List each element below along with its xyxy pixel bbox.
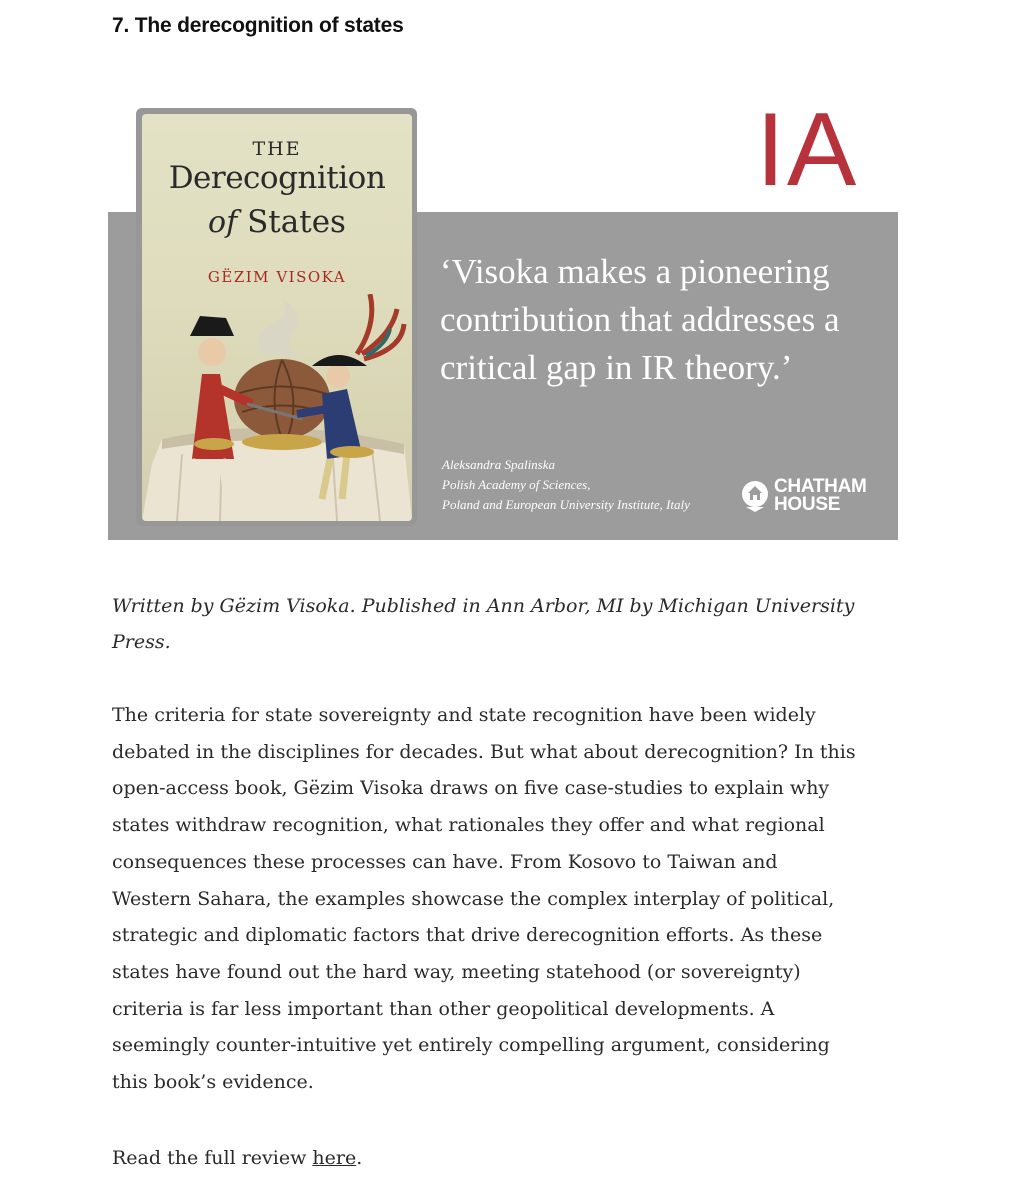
cover-author: GËZIM VISOKA — [207, 268, 347, 286]
body-line: states withdraw recognition, what rationales they offer and what regional — [112, 814, 825, 837]
body-line: open-access book, Gëzim Visoka draws on five case-studies to explain why — [112, 777, 830, 800]
ia-logo: IA — [756, 92, 859, 208]
byline: Written by Gëzim Visoka. Published in Ann Arbor, MI by Michigan University Press. — [112, 595, 855, 653]
chatham-line-1: CHATHAM — [774, 476, 867, 497]
review-link[interactable]: here — [312, 1147, 357, 1169]
quote-credit — [442, 455, 690, 515]
cover-title-of-states — [142, 204, 412, 240]
chatham-house-emblem-icon — [740, 479, 770, 513]
read-review-prefix: Read the full review — [112, 1147, 313, 1169]
chatham-house-logo — [740, 478, 867, 514]
cover-illustration — [142, 294, 412, 521]
body-line: this book’s evidence. — [112, 1071, 314, 1094]
body-line: debated in the disciplines for decades. But what about derecognition? In this — [112, 740, 856, 763]
body-line: Western Sahara, the examples showcase the complex interplay of political, — [112, 887, 835, 910]
read-review-suffix: . — [356, 1147, 363, 1169]
cover-title-of: of — [208, 205, 238, 240]
book-cover — [142, 114, 412, 521]
body-line: states have found out the hard way, meeting statehood (or sovereignty) — [112, 960, 801, 983]
read-review — [112, 1140, 362, 1176]
section-heading: 7. The derecognition of states — [112, 14, 404, 37]
review-banner — [108, 92, 898, 540]
cover-title-the: THE — [252, 138, 302, 160]
credit-affiliation-1: Polish Academy of Sciences, — [442, 477, 591, 492]
body-line: seemingly counter-intuitive yet entirely compelling argument, considering — [112, 1034, 830, 1057]
body-line: consequences these processes can have. From Kosovo to Taiwan and — [112, 850, 778, 873]
cover-title-states: States — [247, 204, 346, 240]
credit-affiliation-2: Poland and European University Institute, Italy — [442, 497, 690, 512]
body-line: The criteria for state sovereignty and state recognition have been widely — [112, 704, 816, 726]
review-quote: ‘Visoka makes a pioneering contribution that addresses a critical gap in IR theory.’ — [440, 252, 840, 387]
body-line: criteria is far less important than other geopolitical developments. A — [112, 997, 775, 1020]
body-line: strategic and diplomatic factors that drive derecognition efforts. As these — [112, 924, 823, 947]
cover-title-derecognition: Derecognition — [168, 160, 386, 196]
chatham-line-2: HOUSE — [774, 494, 841, 515]
credit-name: Aleksandra Spalinska — [442, 457, 556, 472]
review-body — [112, 697, 902, 1101]
